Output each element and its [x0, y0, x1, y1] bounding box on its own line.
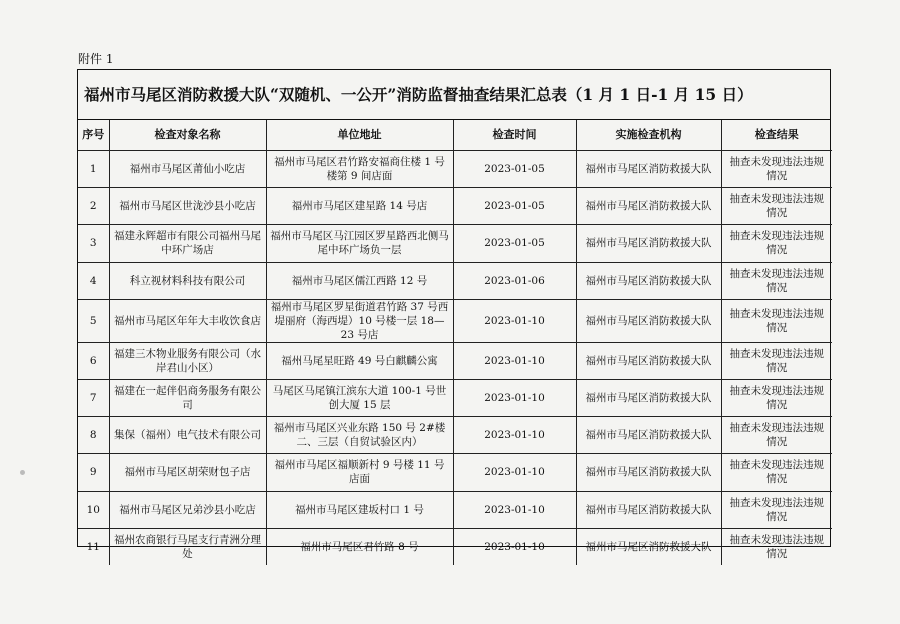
- cell-result: 抽查未发现违法违规情况: [721, 225, 832, 262]
- cell-seq: 10: [78, 491, 109, 528]
- cell-agency: 福州市马尾区消防救援大队: [576, 528, 721, 565]
- cell-result: 抽查未发现违法违规情况: [721, 299, 832, 342]
- scan-mark: [20, 470, 25, 475]
- table-row: [78, 528, 832, 565]
- cell-name: 福建在一起伴侣商务服务有限公司: [109, 379, 266, 416]
- cell-date: 2023-01-06: [453, 262, 576, 299]
- table-row: [78, 342, 832, 379]
- header-agency: 实施检查机构: [576, 120, 721, 151]
- cell-agency: 福州市马尾区消防救援大队: [576, 225, 721, 262]
- cell-date: 2023-01-10: [453, 417, 576, 454]
- cell-name: 福州市马尾区世泷沙县小吃店: [109, 188, 266, 225]
- cell-result: 抽查未发现违法违规情况: [721, 491, 832, 528]
- table-row: [78, 299, 832, 342]
- cell-name: 福州市马尾区胡荣财包子店: [109, 454, 266, 491]
- header-address: 单位地址: [266, 120, 453, 151]
- header-result: 检查结果: [721, 120, 832, 151]
- cell-name: 福建永辉超市有限公司福州马尾中环广场店: [109, 225, 266, 262]
- cell-date: 2023-01-10: [453, 342, 576, 379]
- table-row: [78, 417, 832, 454]
- table-row: [78, 188, 832, 225]
- cell-result: 抽查未发现违法违规情况: [721, 151, 832, 188]
- cell-agency: 福州市马尾区消防救援大队: [576, 188, 721, 225]
- cell-date: 2023-01-05: [453, 188, 576, 225]
- cell-agency: 福州市马尾区消防救援大队: [576, 262, 721, 299]
- cell-name: 科立视材料科技有限公司: [109, 262, 266, 299]
- cell-seq: 6: [78, 342, 109, 379]
- cell-date: 2023-01-10: [453, 299, 576, 342]
- cell-agency: 福州市马尾区消防救援大队: [576, 417, 721, 454]
- cell-result: 抽查未发现违法违规情况: [721, 342, 832, 379]
- cell-address: 福州市马尾区建星路 14 号店: [266, 188, 453, 225]
- cell-seq: 1: [78, 151, 109, 188]
- cell-name: 福建三木物业服务有限公司（水岸君山小区）: [109, 342, 266, 379]
- cell-name: 福州市马尾区莆仙小吃店: [109, 151, 266, 188]
- cell-agency: 福州市马尾区消防救援大队: [576, 299, 721, 342]
- cell-result: 抽查未发现违法违规情况: [721, 417, 832, 454]
- summary-table-sheet: [77, 69, 831, 560]
- header-row: [78, 120, 832, 151]
- cell-seq: 2: [78, 188, 109, 225]
- cell-address: 福州市马尾区马江园区罗星路西北侧马尾中环广场负一层: [266, 225, 453, 262]
- header-seq: 序号: [78, 120, 109, 151]
- table-row: [78, 225, 832, 262]
- table-row: [78, 491, 832, 528]
- cell-date: 2023-01-10: [453, 454, 576, 491]
- cell-agency: 福州市马尾区消防救援大队: [576, 454, 721, 491]
- cell-seq: 7: [78, 379, 109, 416]
- cell-result: 抽查未发现违法违规情况: [721, 262, 832, 299]
- cell-agency: 福州市马尾区消防救援大队: [576, 491, 721, 528]
- table-row: [78, 379, 832, 416]
- cell-seq: 4: [78, 262, 109, 299]
- table-row: [78, 262, 832, 299]
- cell-seq: 9: [78, 454, 109, 491]
- cell-name: 福州市马尾区兄弟沙县小吃店: [109, 491, 266, 528]
- cell-agency: 福州市马尾区消防救援大队: [576, 342, 721, 379]
- cell-result: 抽查未发现违法违规情况: [721, 528, 832, 565]
- cell-name: 福州农商银行马尾支行青洲分理处: [109, 528, 266, 565]
- cell-address: 福州市马尾区建坂村口 1 号: [266, 491, 453, 528]
- cell-address: 福州市马尾区兴业东路 150 号 2#楼二、三层（自贸试验区内）: [266, 417, 453, 454]
- cell-agency: 福州市马尾区消防救援大队: [576, 379, 721, 416]
- cell-address: 福州马尾星旺路 49 号白麒麟公寓: [266, 342, 453, 379]
- table-title: 福州市马尾区消防救援大队“双随机、一公开”消防监督抽查结果汇总表（1 月 1 日-1 月 15 日）: [78, 70, 830, 120]
- results-table: [78, 120, 832, 565]
- cell-seq: 5: [78, 299, 109, 342]
- cell-date: 2023-01-05: [453, 225, 576, 262]
- table-row: [78, 454, 832, 491]
- cell-seq: 11: [78, 528, 109, 565]
- cell-date: 2023-01-10: [453, 379, 576, 416]
- cell-address: 马尾区马尾镇江滨东大道 100-1 号世创大厦 15 层: [266, 379, 453, 416]
- cell-result: 抽查未发现违法违规情况: [721, 188, 832, 225]
- cell-seq: 3: [78, 225, 109, 262]
- cell-name: 集保（福州）电气技术有限公司: [109, 417, 266, 454]
- cell-address: 福州市马尾区罗星街道君竹路 37 号西堤丽府（海西堤）10 号楼一层 18—23 号店: [266, 299, 453, 342]
- cell-date: 2023-01-10: [453, 491, 576, 528]
- cell-agency: 福州市马尾区消防救援大队: [576, 151, 721, 188]
- table-row: [78, 151, 832, 188]
- cell-address: 福州市马尾区君竹路 8 号: [266, 528, 453, 565]
- cell-name: 福州市马尾区年年大丰收饮食店: [109, 299, 266, 342]
- cell-seq: 8: [78, 417, 109, 454]
- header-name: 检查对象名称: [109, 120, 266, 151]
- cell-address: 福州市马尾区福顺新村 9 号楼 11 号店面: [266, 454, 453, 491]
- cell-address: 福州市马尾区君竹路安福商住楼 1 号楼第 9 间店面: [266, 151, 453, 188]
- cell-address: 福州市马尾区儒江西路 12 号: [266, 262, 453, 299]
- annex-label: 附件 1: [78, 52, 114, 66]
- cell-result: 抽查未发现违法违规情况: [721, 454, 832, 491]
- cell-date: 2023-01-10: [453, 528, 576, 565]
- header-date: 检查时间: [453, 120, 576, 151]
- cell-result: 抽查未发现违法违规情况: [721, 379, 832, 416]
- cell-date: 2023-01-05: [453, 151, 576, 188]
